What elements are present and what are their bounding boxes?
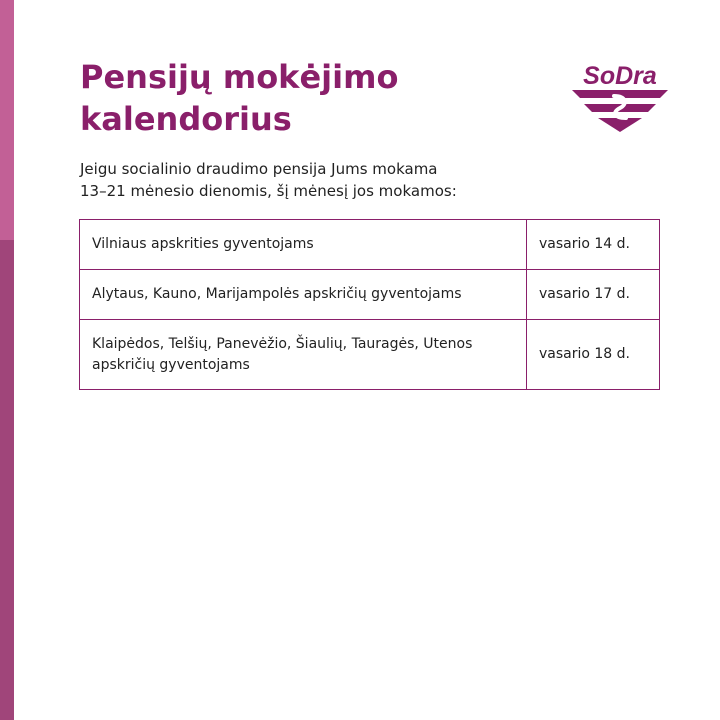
sodra-logo-text: SoDra: [583, 62, 657, 90]
date-cell: vasario 17 d.: [527, 270, 660, 320]
region-cell: [80, 320, 527, 390]
intro-text-line-2: 13–21 mėnesio dienomis, šį mėnesį jos mokamos:: [80, 182, 457, 200]
left-accent-stripe-upper: [0, 0, 14, 240]
date-cell: vasario 18 d.: [527, 320, 660, 390]
table-row: [80, 220, 660, 270]
table-row: [80, 270, 660, 320]
date-cell: vasario 14 d.: [527, 220, 660, 270]
table-row: [80, 320, 660, 390]
intro-text: [80, 158, 520, 202]
sodra-logo-graphic: [568, 60, 672, 136]
sodra-logo-triangle: [598, 118, 642, 132]
region-cell: Vilniaus apskrities gyventojams: [80, 220, 527, 270]
left-accent-stripe: [0, 0, 14, 720]
page-title-line-2: kalendorius: [80, 100, 292, 138]
region-cell-line-1: Klaipėdos, Telšių, Panevėžio, Šiaulių, Tauragės, Utenos: [92, 335, 473, 352]
payment-calendar-table: [79, 219, 660, 390]
region-cell: Alytaus, Kauno, Marijampolės apskričių gyventojams: [80, 270, 527, 320]
page-title: [80, 56, 480, 140]
region-cell-line-2: apskričių gyventojams: [92, 356, 250, 373]
intro-text-line-1: Jeigu socialinio draudimo pensija Jums mokama: [80, 160, 438, 178]
page-title-line-1: Pensijų mokėjimo: [80, 58, 399, 96]
sodra-logo: [568, 60, 672, 136]
